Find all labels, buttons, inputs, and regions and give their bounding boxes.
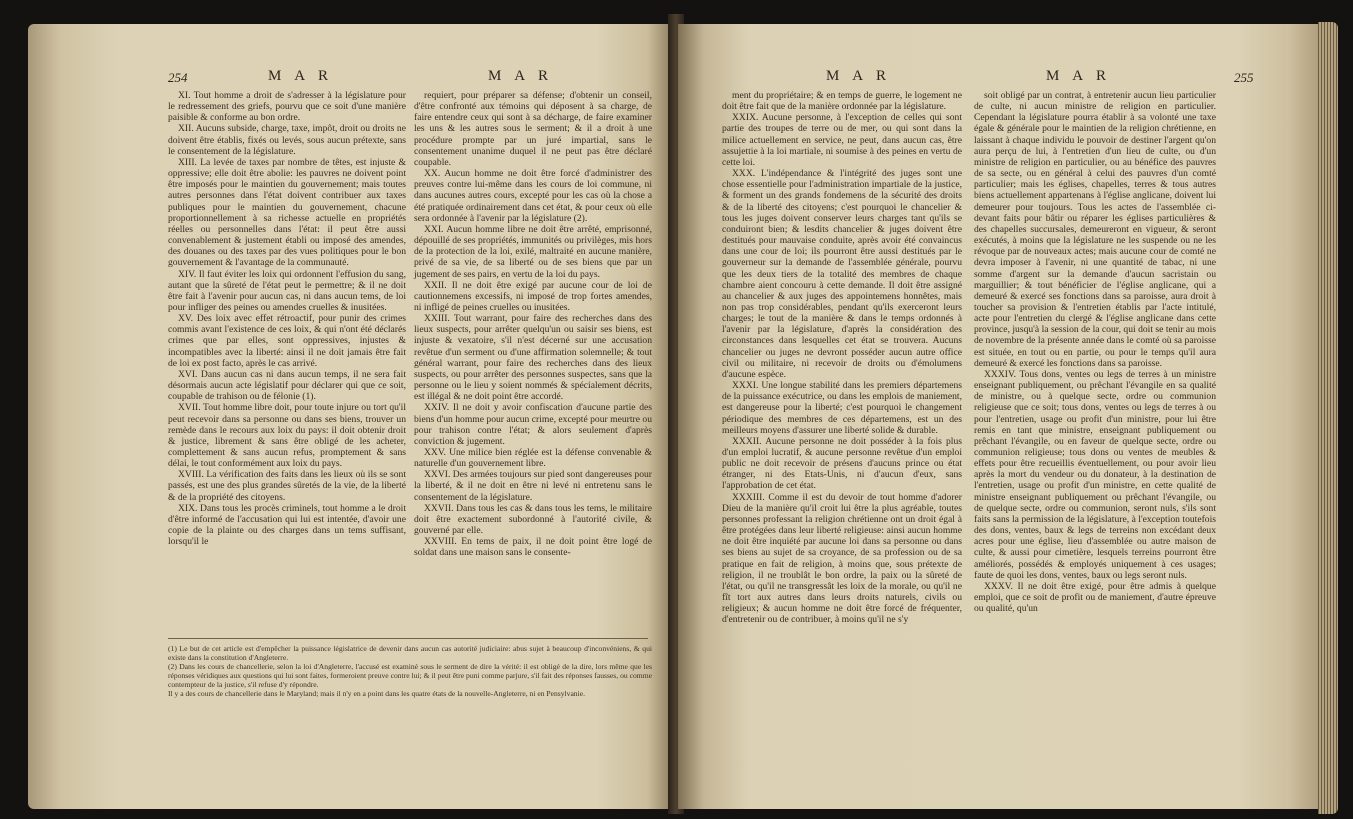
text-column-right [414, 90, 652, 559]
article-paragraph: XIII. La levée de taxes par nombre de têtes, est injuste & oppressive; elle doit être abolie: les pauvres ne doivent point être imposés pour le maintien du gouvernement; mais toutes autres personnes dans l'état doivent contribuer aux taxes publiques pour le maintien du gouvernement, chacune proportionnellement à sa richesse actuelle en propriétés réelles ou personnelles dans l'état: il peut être aussi convenablement & justement établi ou imposé des amendes, des douanes ou des taxes par des vues politiques pour le bon gouvernement & l'avantage de la communauté. [168, 156, 406, 269]
article-paragraph: soit obligé par un contrat, à entretenir aucun lieu particulier de culte, ni aucun ministre de religion en particulier. Cependant la législature pourra établir à sa volonté une taxe égale & générale pour le maintien de la religion chrétienne, en laissant à chaque individu le pouvoir de destiner l'argent qu'on aura perçu de lui, à l'entretien d'un lieu de culte, ou d'un ministre de religion en particulier, ou au bénéfice des pauvres de sa secte, ou en général à celui des pauvres d'un comté particulier; mais les églises, chapelles, terres & tous autres biens actuellement appartenans à l'église anglicane, doivent lui demeurer pour toujours. Tous les actes de l'assemblée ci-devant faits pour bâtir ou réparer les églises particulières & des chapelles succursales, demeureront en vigueur, & seront exécutés, à moins que la législature ne les suspende ou ne les révoque par de nouveaux actes; mais aucune cour de comté ne devra imposer à l'avenir, ni une quantité de tabac, ni une somme d'argent sur la demande d'aucun sacristain ou marguillier; & tout bénéficier de l'église anglicane, qui a demeuré & exercé ses fonctions dans sa paroisse, aura droit à toucher sa provision & l'entretien établis par l'acte intitulé, acte pour l'entretien du clergé & l'église anglicane dans cette province, jusqu'à la session de la cour, qui doit se tenir au mois de novembre de la présente année dans le comté où sa paroisse est située, en tout ou en partie, ou pour le temps qu'il aura demeuré & exercé les fonctions dans sa paroisse. [974, 90, 1216, 369]
text-column-left [168, 90, 406, 547]
article-paragraph: XVIII. La vérification des faits dans les lieux où ils se sont passés, est une des plus grandes sûretés de la vie, de la liberté & de la propriété des citoyens. [168, 469, 406, 503]
article-paragraph: XXXIV. Tous dons, ventes ou legs de terres à un ministre enseignant publiquement, ou prêchant l'évangile en sa qualité de ministre, ou à quelque secte, ordre ou communion religieuse que ce soit; tous dons, ventes ou legs de terres à ou pour l'entretien, usage ou profit d'un ministre, pour lui être remis en tant que ministre, enseignant publiquement ou prêchant l'évangile, ou en faveur de quelque secte, ordre ou communion religieuse; tous dons ou ventes de meubles & effets pour être recueillis éventuellement, ou pour avoir lieu après la mort du vendeur ou du donateur, à la destination de l'entretien, usage ou profit d'un ministre, en cette qualité de ministre enseignant publiquement ou prêchant l'évangile, ou de quelque secte, ordre ou communion, seront nuls, s'ils sont faits sans la permission de la législature, à l'exception toutefois des dons, ventes, baux & legs de terreins non excédant deux acres pour une église, lieu d'assemblée ou autre maison de culte, & aussi pour cimetière, lesquels terreins pourront être améliorés, possédés & employés uniquement à ces usages; faute de quoi les dons, ventes, baux ou legs seront nuls. [974, 368, 1216, 581]
right-page [678, 24, 1328, 809]
running-head: M A R [1046, 68, 1112, 84]
article-paragraph: XXIII. Tout warrant, pour faire des recherches dans des lieux suspects, pour arrêter quelqu'un ou saisir ses biens, est injuste & vexatoire, s'il n'est décerné sur une accusation revêtue d'un serment ou d'une affirmation solemnelle; & tout général warrant, pour faire des recherches dans des lieux suspects, ou pour arrêter des personnes suspectes, sans que la personne ou le lieu y soient nommés & spécialement décrits, est illégal & ne doit point être accordé. [414, 313, 652, 403]
footnote-rule [168, 638, 648, 639]
article-paragraph: XXIV. Il ne doit y avoir confiscation d'aucune partie des biens d'un homme pour aucun crime, excepté pour meurtre ou pour trahison contre l'état; & alors seulement d'après conviction & jugement. [414, 402, 652, 447]
article-paragraph: XXX. L'indépendance & l'intégrité des juges sont une chose essentielle pour l'administration impartiale de la justice, & forment un des grands fondemens de la sécurité des droits & de la liberté des citoyens; c'est pourquoi le chancelier & tous les juges doivent conserver leurs charges tant qu'ils se conduiront bien; & lesdits chancelier & juges doivent être destitués pour mauvaise conduite, après avoir été convaincus dans une cour de loi; ils pourront être aussi destitués par le gouverneur sur la demande de l'assemblée générale, pourvu que les deux tiers de la totalité des membres de chaque chambre aient concouru à cette demande. Il doit être assigné au chancelier & aux juges des appointemens honnêtes, mais non pas trop considérables, pendant qu'ils exerceront leurs charges; le tout de la manière & dans le temps ordonnés à l'avenir par la législature, d'après la considération des circonstances dans lesquelles cet état se trouvera. Aucuns chancelier ou juges ne devront posséder aucun autre office civil ou militaire, ni recevoir de droits ou d'émolumens d'aucune espèce. [722, 168, 962, 380]
article-paragraph: XXVIII. En tems de paix, il ne doit point être logé de soldat dans une maison sans le consente- [414, 536, 652, 559]
text-column-left [722, 90, 962, 626]
article-paragraph: XXI. Aucun homme libre ne doit être arrêté, emprisonné, dépouillé de ses propriétés, immunités ou privilèges, mis hors de la protection de la loi, exilé, maltraité en aucune manière, privé de sa vie, de sa liberté ou de ses biens que par un jugement de ses pairs, en vertu de la loi du pays. [414, 223, 652, 280]
article-paragraph: XX. Aucun homme ne doit être forcé d'administrer des preuves contre lui-même dans les cours de loi commune, ni dans aucunes autres cours, excepté pour les cas où la chose a été pratiquée ordinairement dans cet état, & pour ceux où elle sera ordonnée à l'avenir par la législature (2). [414, 168, 652, 224]
footnote: (1) Le but de cet article est d'empêcher la puissance législatrice de devenir dans aucun cas autorité judiciaire: abus sujet à beaucoup d'inconvéniens, & qui existe dans la constitution d'Angleterre. [168, 644, 652, 662]
footnote: Il y a des cours de chancellerie dans le Maryland; mais il n'y en a point dans les quatre états de la nouvelle-Angleterre, ni en Pensylvanie. [168, 689, 585, 698]
page-edges [1318, 22, 1338, 814]
footnote: (2) Dans les cours de chancellerie, selon la loi d'Angleterre, l'accusé est examiné sous le serment de dire la vérité: il est obligé de la dire, lors même que les réponses véridiques aux questions qui lui sont faites, formeroient preuve contre lui; & il peut être puni comme parjure, s'il fait des réponses fausses, ou comme contempteur de la justice, s'il refuse d'y répondre. [168, 662, 652, 689]
article-paragraph: XXV. Une milice bien réglée est la défense convenable & naturelle d'un gouvernement libre. [414, 447, 652, 470]
running-head: M A R [268, 68, 334, 84]
article-paragraph: XXXI. Une longue stabilité dans les premiers départemens de la puissance exécutrice, ou dans les emplois de maniement, est dangereuse pour la liberté; c'est pourquoi le changement périodique des membres de ces départemens, est un des meilleurs moyens d'assurer une liberté solide & durable. [722, 380, 962, 436]
article-paragraph: XVI. Dans aucun cas ni dans aucun temps, il ne sera fait désormais aucun acte législatif pour déclarer qui que ce soit, coupable de trahison ou de félonie (1). [168, 368, 406, 403]
article-paragraph: XXXIII. Comme il est du devoir de tout homme d'adorer Dieu de la manière qu'il croit lui être la plus agréable, toutes personnes professant la religion chrétienne ont un droit égal à être protégées dans leur liberté religieuse: ainsi aucun homme ne doit être inquiété par aucune loi dans sa personne ou dans ses biens au sujet de sa croyance, de sa profession ou de sa pratique en fait de religion, à moins que, sous prétexte de religion, il ne troublât le bon ordre, la paix ou la sûreté de l'état, ou qu'il ne transgressât les loix de la morale, ou qu'il ne fît tort aux autres dans leurs droits naturels, civils ou religieux; & aucun homme ne doit être forcé de fréquenter, d'entretenir ou de contribuer, à moins qu'il ne s'y [722, 491, 962, 626]
text-column-right [974, 90, 1216, 614]
article-paragraph: ment du propriétaire; & en temps de guerre, le logement ne doit être fait que de la manière ordonnée par la législature. [722, 90, 962, 113]
footnotes [168, 644, 652, 698]
article-paragraph: XXVI. Des armées toujours sur pied sont dangereuses pour la liberté, & il ne doit en être ni levé ni entretenu sans le consentement de la législature. [414, 469, 652, 503]
article-paragraph: requiert, pour préparer sa défense; d'obtenir un conseil, d'être confronté aux témoins qui déposent à sa charge, de faire entendre ceux qui sont à sa décharge, de faire examiner les uns & les autres sous le serment; & il a droit à une procédure prompte par un juré impartial, sans le consentement unanime duquel il ne peut pas être déclaré coupable. [414, 90, 652, 168]
article-paragraph: XXVII. Dans tous les cas & dans tous les tems, le militaire doit être exactement subordonné à l'autorité civile, & gouverné par elle. [414, 502, 652, 537]
article-paragraph: XV. Des loix avec effet rétroactif, pour punir des crimes commis avant l'existence de ces loix, & qui n'ont été déclarés crimes que par elles, sont oppressives, injustes & incompatibles avec la liberté: ainsi il ne doit jamais être fait de loi ex post facto, après le cas arrivé. [168, 313, 406, 369]
article-paragraph: XXIX. Aucune personne, à l'exception de celles qui sont partie des troupes de terre ou de mer, ou qui sont dans la milice actuellement en service, ne peut, dans aucun cas, être assujettie à la loi martiale, ni soumise à des peines en vertu de cette loi. [722, 112, 962, 168]
running-head: M A R [826, 68, 892, 84]
left-page [28, 24, 673, 809]
page-number: 255 [1234, 70, 1254, 85]
article-paragraph: XXXII. Aucune personne ne doit posséder à la fois plus d'un emploi lucratif, & aucune personne revêtue d'un emploi public ne doit recevoir de présens d'aucuns prince ou état étranger, ni des Etats-Unis, ni d'aucun d'eux, sans l'approbation de cet état. [722, 435, 962, 492]
article-paragraph: XI. Tout homme a droit de s'adresser à la législature pour le redressement des griefs, pourvu que ce soit d'une manière paisible & conforme au bon ordre. [168, 90, 406, 124]
article-paragraph: XIV. Il faut éviter les loix qui ordonnent l'effusion du sang, autant que la sûreté de l'état peut le permettre; & il ne doit être fait à l'avenir pour aucun cas, ni dans aucun tems, de loi pour infliger des peines ou amendes cruelles & inusitées. [168, 268, 406, 313]
article-paragraph: XVII. Tout homme libre doit, pour toute injure ou tort qu'il peut recevoir dans sa personne ou dans ses biens, trouver un remède dans le recours aux loix du pays: il doit obtenir droit & justice, librement & sans être obligé de les acheter, complettement & sans aucun refus, promptement & sans délai, le tout conformément aux loix du pays. [168, 402, 406, 470]
article-paragraph: XXII. Il ne doit être exigé par aucune cour de loi de cautionnemens excessifs, ni imposé de trop fortes amendes, ni infligé de peines cruelles ou inusitées. [414, 279, 652, 313]
article-paragraph: XIX. Dans tous les procès criminels, tout homme a le droit d'être informé de l'accusation qui lui est intentée, d'avoir une copie de la plainte ou des charges dans un tems suffisant, lorsqu'il le [168, 502, 406, 548]
running-head: M A R [488, 68, 554, 84]
page-number: 254 [168, 70, 188, 85]
open-book [28, 14, 1328, 814]
article-paragraph: XII. Aucuns subside, charge, taxe, impôt, droit ou droits ne doivent être établis, fixés ou levés, sous aucun prétexte, sans le consentement de la législature. [168, 123, 406, 157]
article-paragraph: XXXV. Il ne doit être exigé, pour être admis à quelque emploi, que ce soit de profit ou de maniement, d'autre épreuve ou qualité, qu'un [974, 580, 1216, 615]
